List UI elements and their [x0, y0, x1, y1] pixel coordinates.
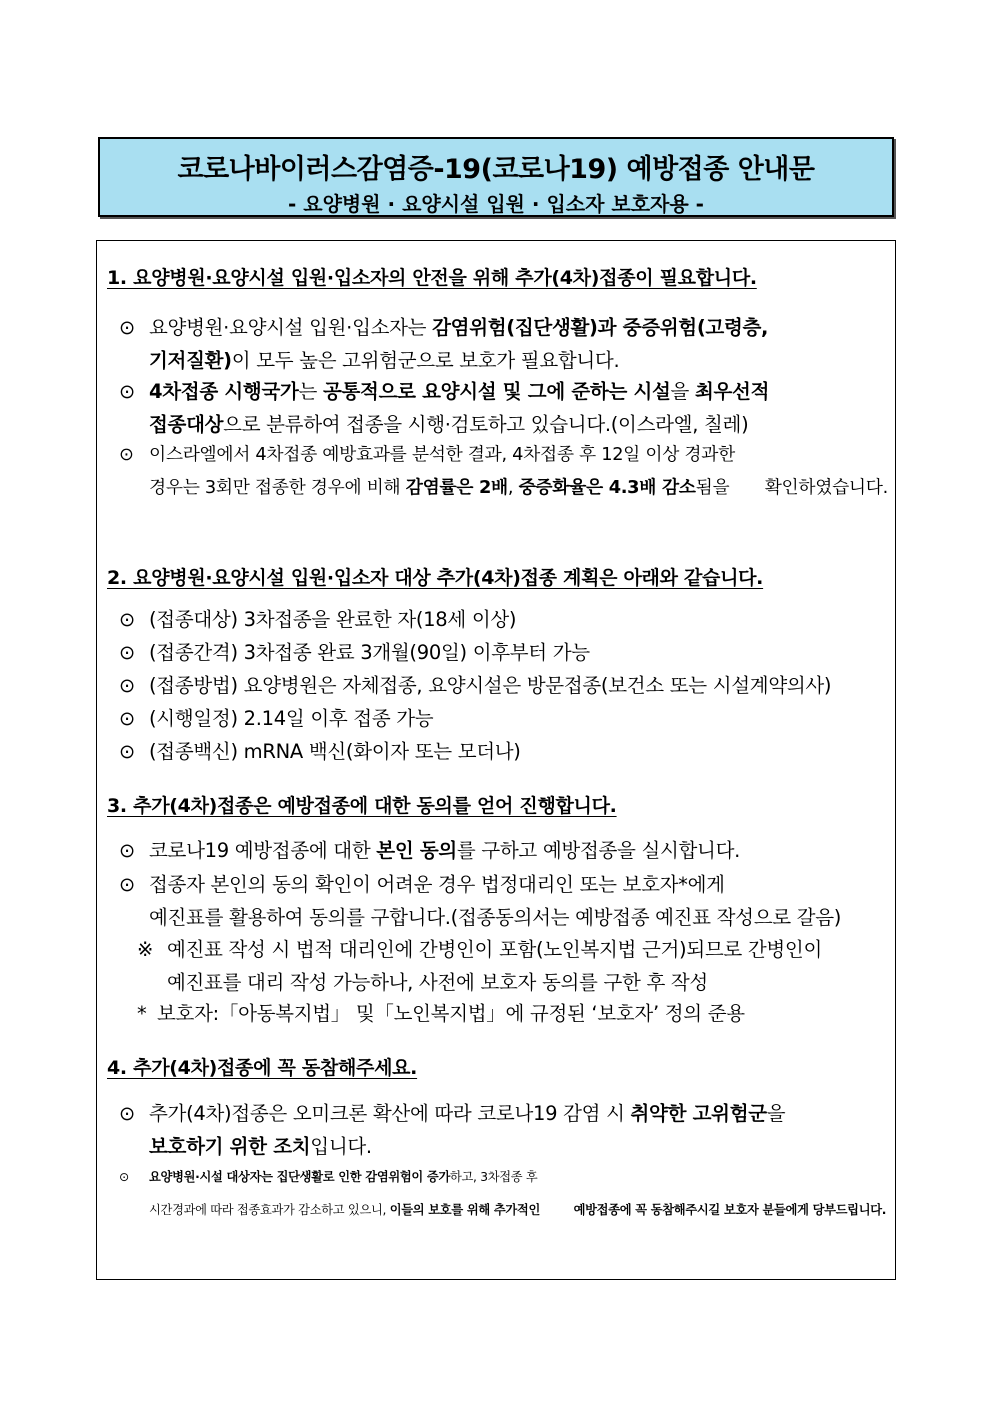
section-2-heading: 2. 요양병원·요양시설 입원·입소자 대상 추가(4차)접종 계획은 아래와 같습니다.: [107, 567, 764, 589]
section-1-item-2: ⊙ 4차접종 시행국가는 공통적으로 요양시설 및 그에 준하는 시설을 최우선적 접종대상으로 분류하여 접종을 시행·검토하고 있습니다.(이스라엘, 칠레): [119, 380, 770, 436]
page-subtitle: - 요양병원 · 요양시설 입원 · 입소자 보호자용 -: [288, 192, 704, 216]
section-3-note: ※ 예진표 작성 시 법적 대리인에 간병인이 포함(노인복지법 근거)되므로 간병인이 예진표를 대리 작성 가능하나, 사전에 보호자 동의를 구한 후 작성: [137, 938, 822, 994]
section-2-item-2: ⊙ (접종간격) 3차접종 완료 3개월(90일) 이후부터 가능: [119, 641, 590, 664]
section-4-heading: 4. 추가(4차)접종에 꼭 동참해주세요.: [107, 1057, 418, 1079]
section-2-item-1: ⊙ (접종대상) 3차접종을 완료한 자(18세 이상): [119, 608, 517, 631]
section-1-heading: 1. 요양병원·요양시설 입원·입소자의 안전을 위해 추가(4차)접종이 필요합니다.: [107, 267, 757, 289]
section-3-item-2: ⊙ 접종자 본인의 동의 확인이 어려운 경우 법정대리인 또는 보호자*에게 예진표를 활용하여 동의를 구합니다.(접종동의서는 예방접종 예진표 작성으로 갈음): [119, 873, 842, 929]
section-1-item-1: ⊙ 요양병원·요양시설 입원·입소자는 감염위험(집단생활)과 중증위험(고령층, 기저질환)이 모두 높은 고위험군으로 보호가 필요합니다.: [119, 316, 769, 372]
section-2-item-5: ⊙ (접종백신) mRNA 백신(화이자 또는 모더나): [119, 740, 521, 763]
section-1-item-3: ⊙ 이스라엘에서 4차접종 예방효과를 분석한 결과, 4차접종 후 12일 이상 경과한 경우는 3회만 접종한 경우에 비해 감염률은 2배, 중증화율은 4.3배 감소됨을 확인하였습니다.: [119, 445, 888, 498]
section-2-item-3: ⊙ (접종방법) 요양병원은 자체접종, 요양시설은 방문접종(보건소 또는 시설계약의사): [119, 674, 832, 697]
section-4-item-1: ⊙ 추가(4차)접종은 오미크론 확산에 따라 코로나19 감염 시 취약한 고위험군을 보호하기 위한 조치입니다.: [119, 1102, 786, 1158]
section-2-item-4: ⊙ (시행일정) 2.14일 이후 접종 가능: [119, 707, 434, 730]
section-4-item-2: ⊙ 요양병원·시설 대상자는 집단생활로 인한 감염위험이 증가하고, 3차접종 후 시간경과에 따라 접종효과가 감소하고 있으니, 이들의 보호를 위해 추가적인 예방접종에 꼭 동참해주시길 보호자 분들에게 당부드립니다.: [119, 1170, 887, 1217]
section-3-heading: 3. 추가(4차)접종은 예방접종에 대한 동의를 얻어 진행합니다.: [107, 795, 617, 817]
section-3-footnote: * 보호자:「아동복지법」 및「노인복지법」에 규정된 ‘보호자’ 정의 준용: [137, 1002, 745, 1025]
section-3-item-1: ⊙ 코로나19 예방접종에 대한 본인 동의를 구하고 예방접종을 실시합니다.: [119, 839, 741, 862]
page-title: 코로나바이러스감염증-19(코로나19) 예방접종 안내문: [177, 154, 815, 185]
content-box: [96, 240, 896, 1280]
title-box: [98, 137, 894, 217]
